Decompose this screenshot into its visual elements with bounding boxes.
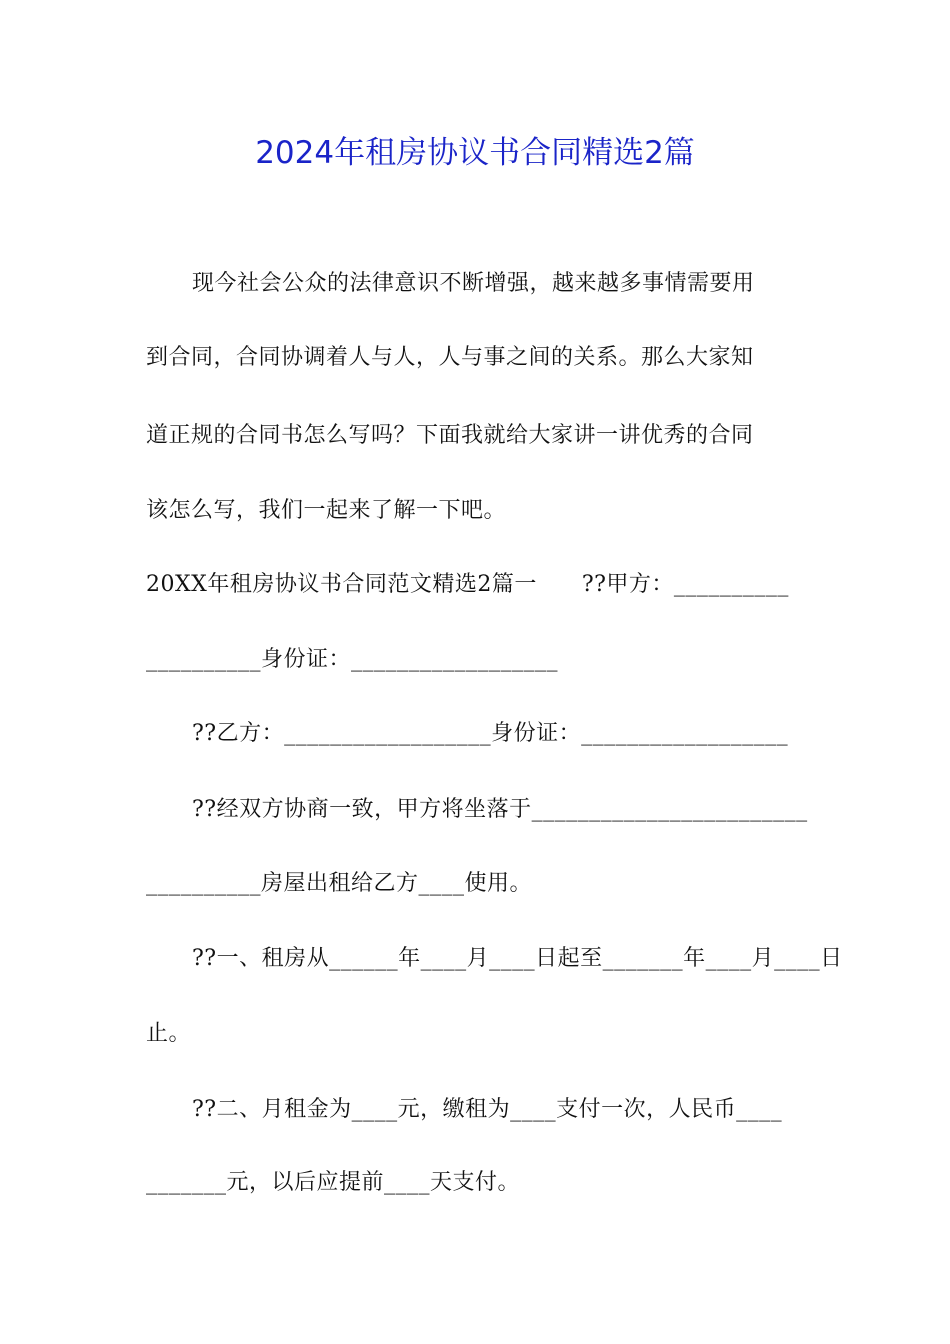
paragraph-line: 止。: [146, 1021, 192, 1046]
paragraph-line: 该怎么写，我们一起来了解一下吧。: [146, 498, 507, 523]
paragraph-line: ??乙方：__________________身份证：__________________: [192, 721, 789, 746]
paragraph-line: 道正规的合同书怎么写吗？下面我就给大家讲一讲优秀的合同: [146, 423, 754, 448]
paragraph-line: 到合同，合同协调着人与人，人与事之间的关系。那么大家知: [146, 345, 754, 370]
paragraph-line: __________房屋出租给乙方____使用。: [146, 871, 533, 896]
document-title: 2024年租房协议书合同精选2篇: [255, 135, 695, 171]
paragraph-line: _______元，以后应提前____天支付。: [146, 1170, 521, 1195]
section-heading-line: 20XX年租房协议书合同范文精选2篇一 ??甲方：__________: [146, 572, 789, 597]
paragraph-line: ??经双方协商一致，甲方将坐落于________________________: [192, 797, 808, 822]
paragraph-line: 现今社会公众的法律意识不断增强，越来越多事情需要用: [192, 271, 755, 296]
paragraph-line: ??二、月租金为____元，缴租为____支付一次，人民币____: [192, 1097, 783, 1122]
paragraph-line: __________身份证：__________________: [146, 647, 559, 672]
paragraph-line: ??一、租房从______年____月____日起至_______年____月____日: [192, 946, 843, 971]
